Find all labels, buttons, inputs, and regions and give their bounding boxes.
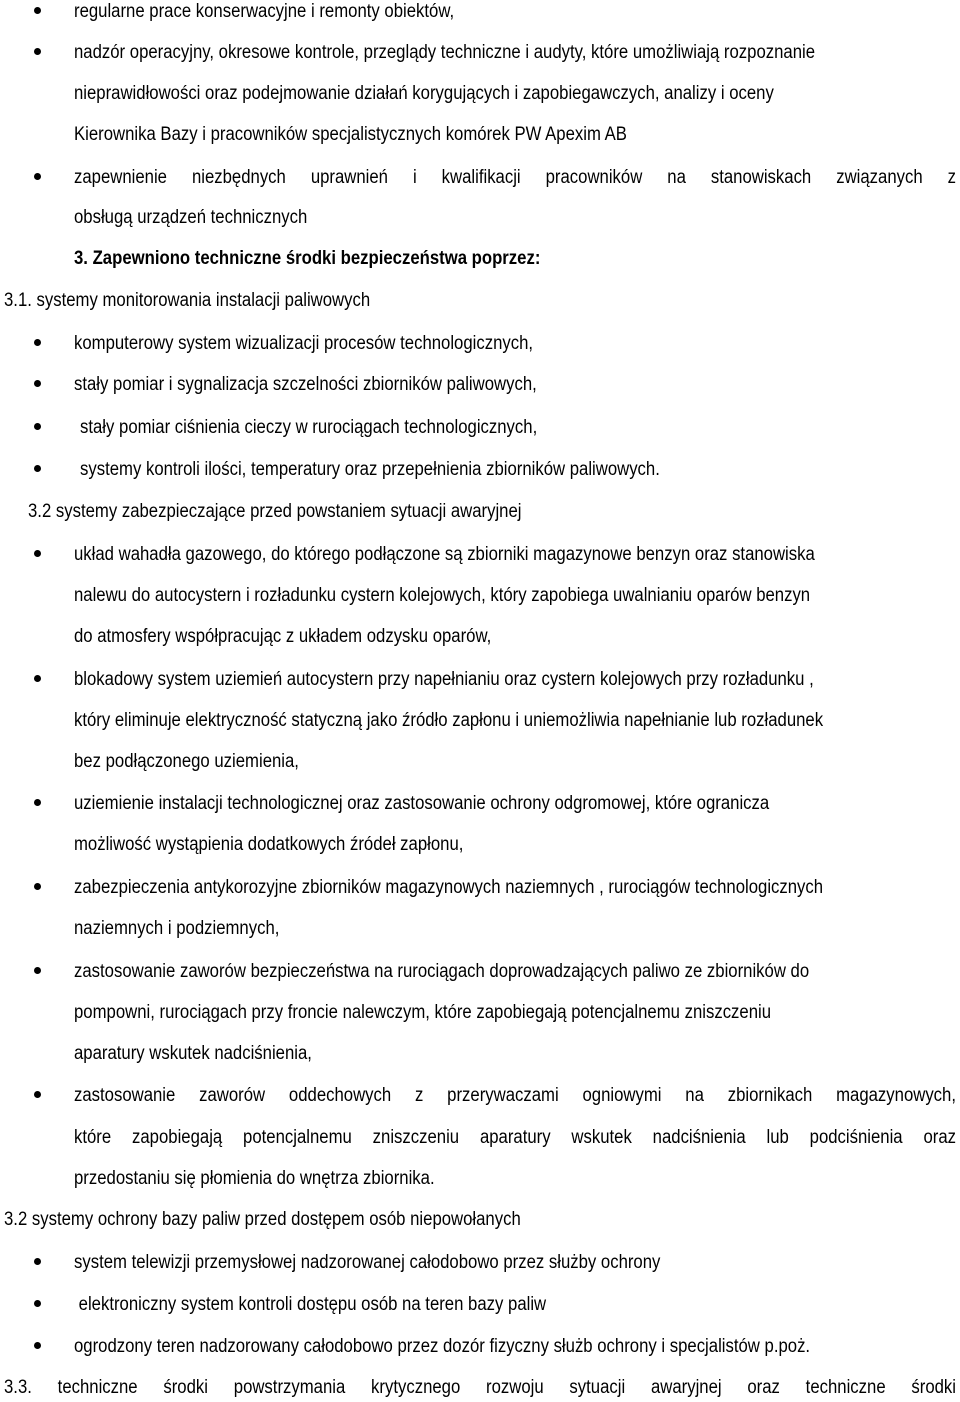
list-item-text: do atmosfery współpracując z układem odzysku oparów,: [74, 626, 492, 647]
list-item-text: komputerowy system wizualizacji procesów technologicznych,: [74, 333, 534, 354]
bullet-icon: [34, 339, 41, 346]
list-item-text: stały pomiar i sygnalizacja szczelności zbiorników paliwowych,: [74, 374, 537, 395]
list-item-text: możliwość wystąpienia dodatkowych źródeł zapłonu,: [74, 834, 464, 855]
bullet-icon: [34, 675, 41, 682]
bullet-icon: [34, 423, 41, 430]
list-item-text: nadzór operacyjny, okresowe kontrole, przeglądy techniczne i audyty, które umożliwiają rozpoznanie: [74, 42, 816, 63]
list-item-text: zabezpieczenia antykorozyjne zbiorników magazynowych naziemnych , rurociągów technologicznych: [74, 877, 824, 898]
list-item-text: aparatury wskutek nadciśnienia,: [74, 1043, 312, 1064]
list-item-text: stały pomiar ciśnienia cieczy w rurociągach technologicznych,: [80, 417, 538, 438]
bullet-icon: [34, 1258, 41, 1265]
list-item-text: przedostaniu się płomienia do wnętrza zbiornika.: [74, 1168, 435, 1189]
list-item-text: zapewnienie niezbędnych uprawnień i kwalifikacji pracowników na stanowiskach związanych z: [74, 167, 956, 188]
subsection-heading: 3.1. systemy monitorowania instalacji paliwowych: [4, 290, 371, 311]
bullet-icon: [34, 7, 41, 14]
subsection-heading: 3.2 systemy ochrony bazy paliw przed dostępem osób niepowołanych: [4, 1209, 521, 1230]
bullet-icon: [34, 550, 41, 557]
list-item-text: które zapobiegają potencjalnemu zniszczeniu aparatury wskutek nadciśnienia lub podciśnienia oraz: [74, 1127, 956, 1148]
subsection-heading: 3.2 systemy zabezpieczające przed powstaniem sytuacji awaryjnej: [28, 501, 522, 522]
list-item-text: uziemienie instalacji technologicznej oraz zastosowanie ochrony odgromowej, które ogranicza: [74, 793, 770, 814]
list-item-text: nalewu do autocystern i rozładunku cystern kolejowych, który zapobiega uwalnianiu oparów benzyn: [74, 585, 811, 606]
list-item-text: nieprawidłowości oraz podejmowanie działań korygujących i zapobiegawczych, analizy i oceny: [74, 83, 774, 104]
list-item-text: naziemnych i podziemnych,: [74, 918, 280, 939]
bullet-icon: [34, 1300, 41, 1307]
bullet-icon: [34, 380, 41, 387]
list-item-text: bez podłączonego uziemienia,: [74, 751, 299, 772]
bullet-icon: [34, 173, 41, 180]
list-item-text: regularne prace konserwacyjne i remonty obiektów,: [74, 1, 455, 22]
list-item-text: układ wahadła gazowego, do którego podłączone są zbiorniki magazynowe benzyn oraz stanowiska: [74, 544, 815, 565]
list-item-text: elektroniczny system kontroli dostępu osób na teren bazy paliw: [74, 1294, 547, 1315]
list-item-text: systemy kontroli ilości, temperatury oraz przepełnienia zbiorników paliwowych.: [80, 459, 660, 480]
bullet-icon: [34, 1342, 41, 1349]
list-item-text: pompowni, rurociągach przy froncie nalewczym, które zapobiegają potencjalnemu zniszczeniu: [74, 1002, 772, 1023]
bullet-icon: [34, 967, 41, 974]
bullet-icon: [34, 799, 41, 806]
list-item-text: który eliminuje elektryczność statyczną jako źródło zapłonu i uniemożliwia napełnianie lub rozładunek: [74, 710, 824, 731]
bullet-icon: [34, 883, 41, 890]
list-item-text: zastosowanie zaworów oddechowych z przerywaczami ogniowymi na zbiornikach magazynowych,: [74, 1085, 956, 1106]
list-item-text: blokadowy system uziemień autocystern przy napełnianiu oraz cystern kolejowych przy rozładunku ,: [74, 669, 814, 690]
list-item-text: Kierownika Bazy i pracowników specjalistycznych komórek PW Apexim AB: [74, 124, 627, 145]
list-item-text: zastosowanie zaworów bezpieczeństwa na rurociągach doprowadzających paliwo ze zbiorników do: [74, 961, 810, 982]
bullet-icon: [34, 465, 41, 472]
list-item-text: ogrodzony teren nadzorowany całodobowo przez dozór fizyczny służb ochrony i specjalistów p.poż.: [74, 1336, 811, 1357]
list-item-text: obsługą urządzeń technicznych: [74, 207, 308, 228]
subsection-heading: 3.3. techniczne środki powstrzymania krytycznego rozwoju sytuacji awaryjnej oraz techniczne środki: [4, 1377, 956, 1398]
bullet-icon: [34, 1091, 41, 1098]
list-item-text: system telewizji przemysłowej nadzorowanej całodobowo przez służby ochrony: [74, 1252, 661, 1273]
bullet-icon: [34, 48, 41, 55]
section-heading: 3. Zapewniono techniczne środki bezpieczeństwa poprzez:: [74, 248, 541, 269]
